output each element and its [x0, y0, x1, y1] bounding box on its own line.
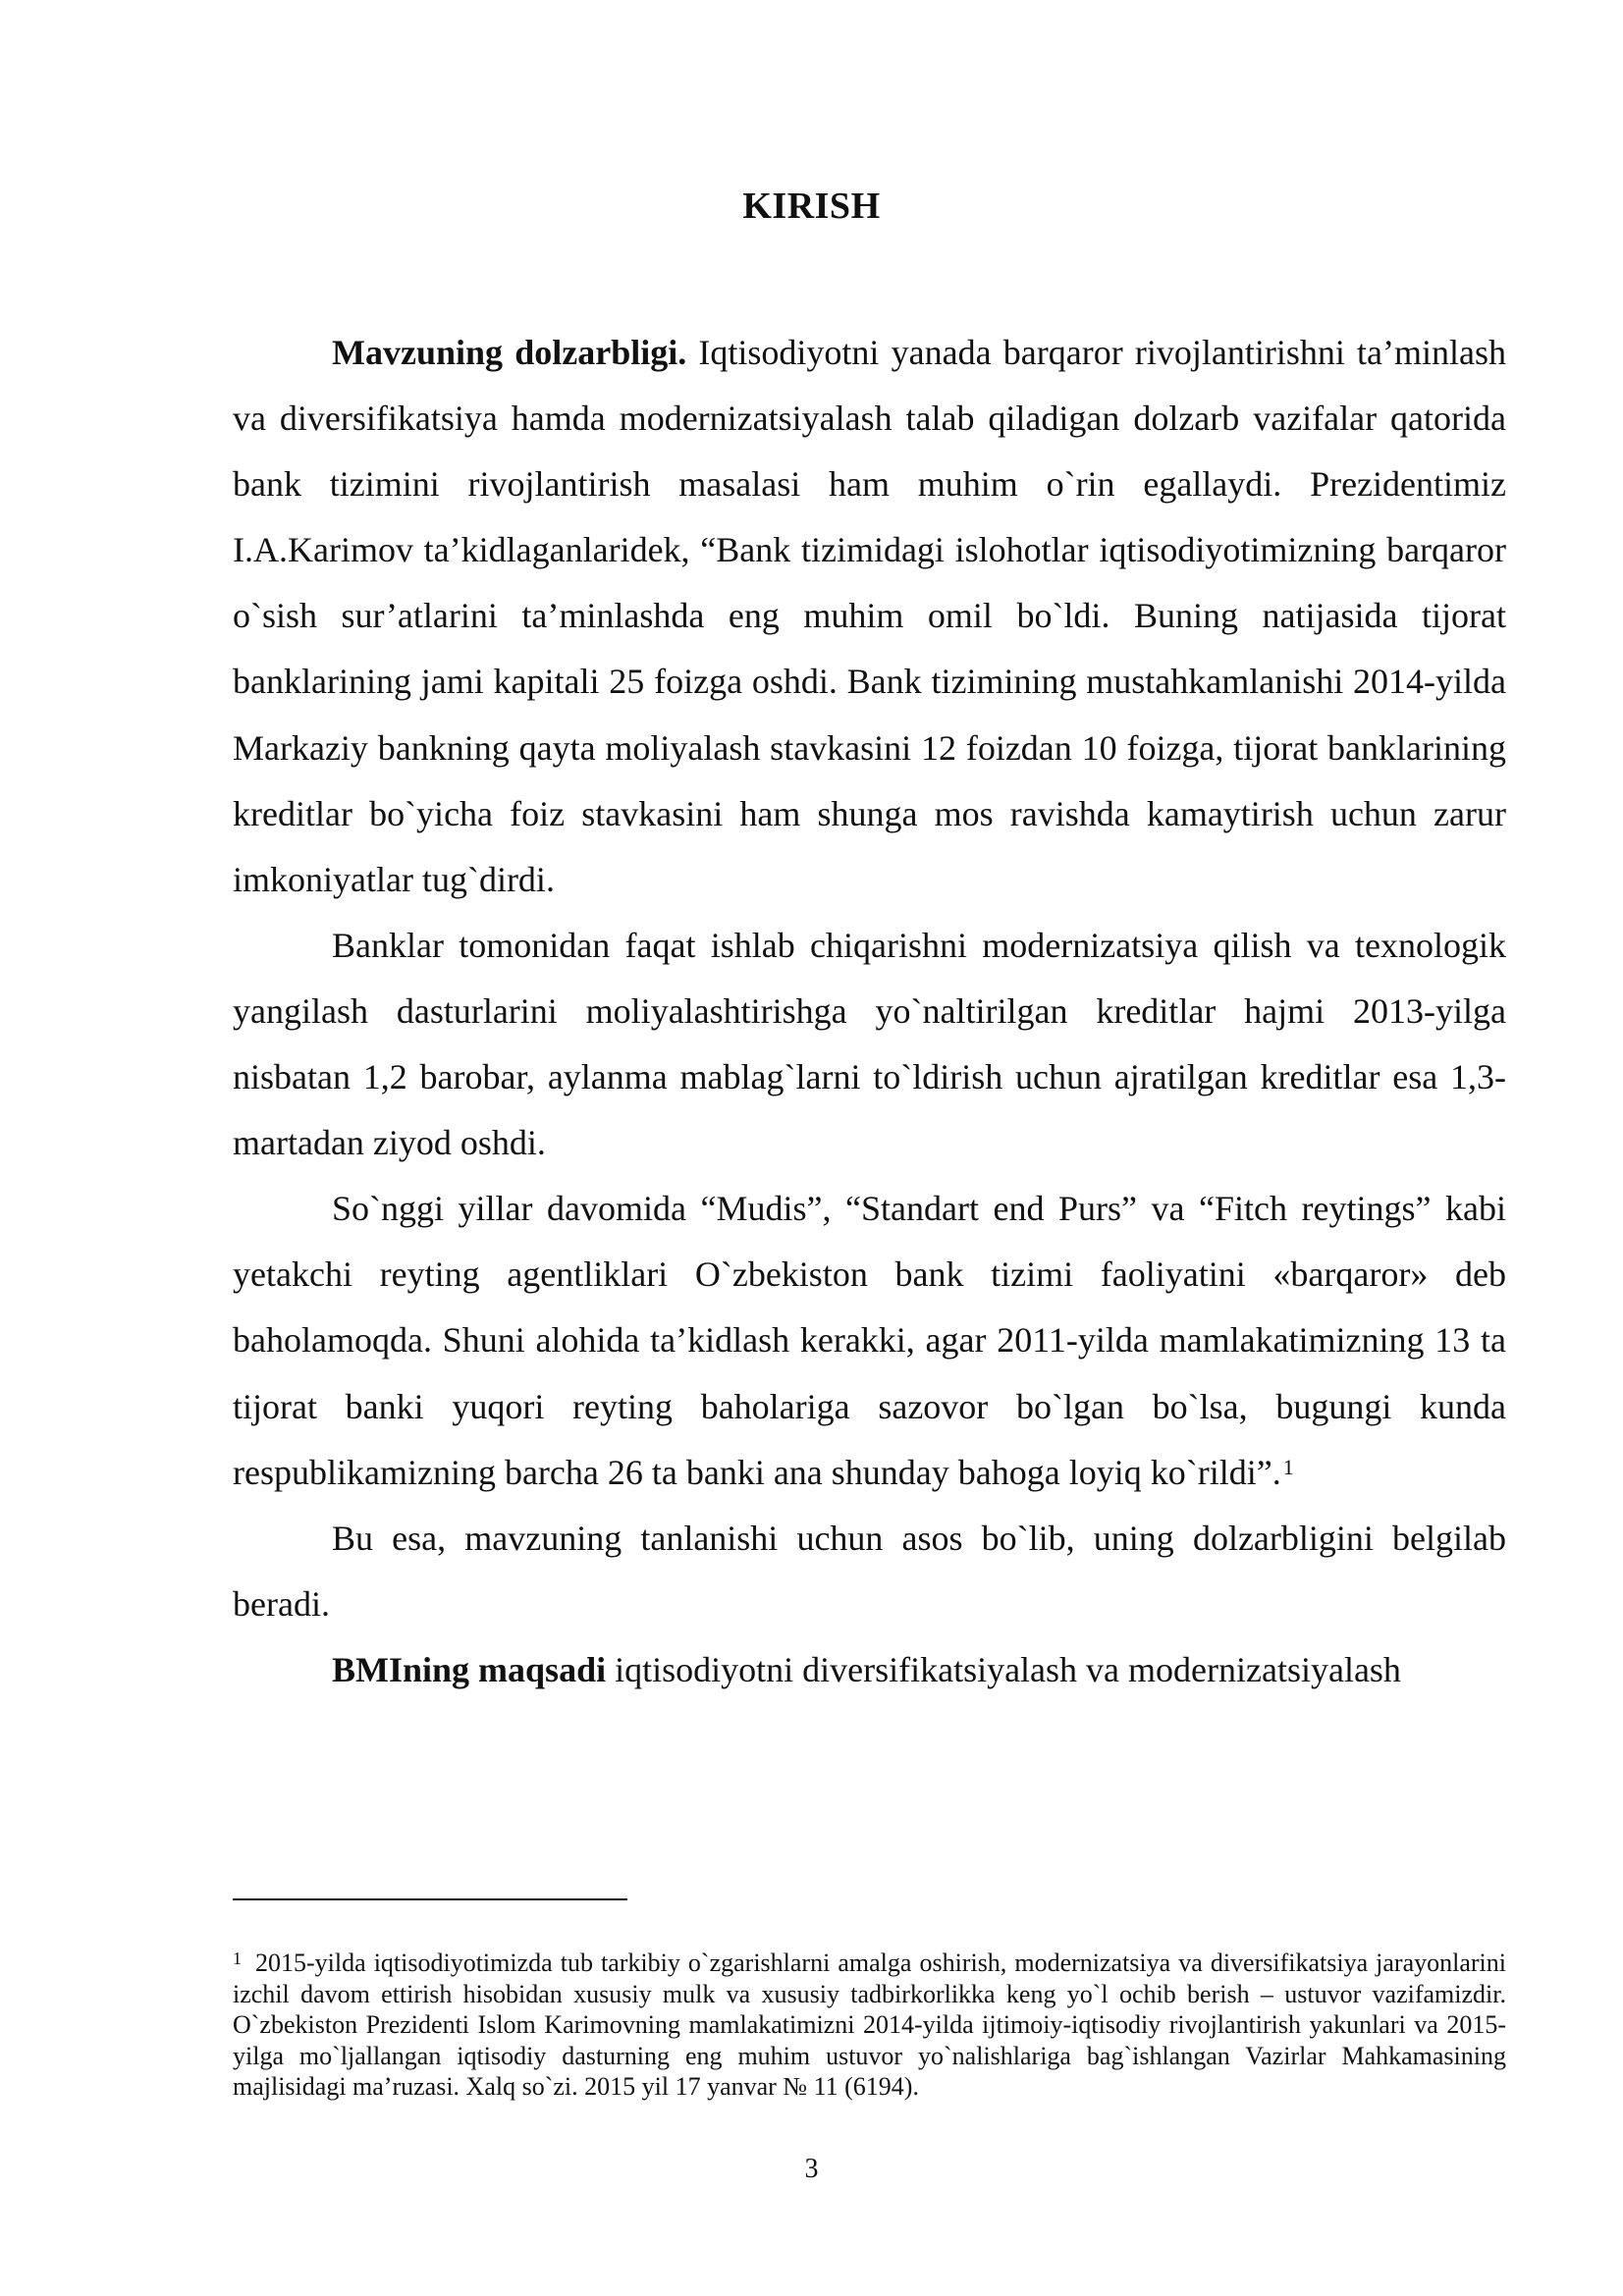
- paragraph-ratings: [233, 1176, 1506, 1505]
- section-heading: KIRISH: [742, 186, 881, 227]
- relevance-text: Iqtisodiyotni yanada barqaror rivojlantirishni ta’minlash va diversifikatsiya hamda modernizatsiyalash talab qiladigan dolzarb vazifalar qatorida bank tizimini rivojlantirish masalasi ham muhim o`rin egallaydi. Prezidentimiz I.A.Karimov ta’kidlaganlaridek, “Bank tizimidagi islohotlar iqtisodiyotimizning barqaror o`sish sur’atlarini ta’minlashda eng muhim omil bo`ldi. Buning natijasida tijorat banklarining jami kapitali 25 foizga oshdi. Bank tizimining mustahkamlanishi 2014-yilda Markaziy bankning qayta moliyalash stavkasini 12 foizdan 10 foizga, tijorat banklarining kreditlar bo`yicha foiz stavkasini ham shunga mos ravishda kamaytirish uchun zarur imkoniyatlar tug`dirdi.: [233, 333, 1507, 899]
- paragraph-relevance: [233, 320, 1506, 913]
- footnote-mark: 1: [233, 1949, 242, 1968]
- body-text: [233, 320, 1506, 1703]
- page-number: 3: [804, 2154, 819, 2184]
- footnote: [233, 1948, 1506, 2103]
- goal-lead: BMIning maqsadi: [332, 1649, 607, 1689]
- goal-text: iqtisodiyotni diversifikatsiyalash va modernizatsiyalash: [606, 1649, 1401, 1689]
- paragraph-conclusion: Bu esa, mavzuning tanlanishi uchun asos bo`lib, uning dolzarbligini belgilab beradi.: [233, 1518, 1506, 1624]
- paragraph-goal: [233, 1637, 1506, 1703]
- footnote-paragraph: [233, 1948, 1506, 2103]
- footnote-reference[interactable]: 1: [1282, 1454, 1294, 1479]
- relevance-lead: Mavzuning dolzarbligi.: [332, 333, 687, 372]
- footnote-text: 2015-yilda iqtisodiyotimizda tub tarkibiy o`zgarishlarni amalga oshirish, modernizatsiya va diversifikatsiya jarayonlarini izchil davom ettirish hisobidan xususiy mulk va xususiy tadbirkorlikka keng yo`l ochib berish – ustuvor vazifamizdir. O`zbekiston Prezidenti Islom Karimovning mamlakatimizni 2014-yilda ijtimoiy-iqtisodiy rivojlantirish yakunlari va 2015-yilga mo`ljallangan iqtisodiy dasturning eng muhim ustuvor yo`nalishlariga bag`ishlangan Vazirlar Mahkamasining majlisidagi ma’ruzasi. Xalq so`zi. 2015 yil 17 yanvar № 11 (6194).: [233, 1949, 1506, 2101]
- paragraph-credits: Banklar tomonidan faqat ishlab chiqarishni modernizatsiya qilish va texnologik yangilash dasturlarini moliyalashtirishga yo`naltirilgan kreditlar hajmi 2013-yilga nisbatan 1,2 barobar, aylanma mablag`larni to`ldirish uchun ajratilgan kreditlar esa 1,3-martadan ziyod oshdi.: [233, 925, 1506, 1163]
- ratings-text: So`nggi yillar davomida “Mudis”, “Standart end Purs” va “Fitch reytings” kabi yetakchi reyting agentliklari O`zbekiston bank tizimi faoliyatini «barqaror» deb baholamoqda. Shuni alohida ta’kidlash kerakki, agar 2011-yilda mamlakatimizning 13 ta tijorat banki yuqori reyting baholariga sazovor bo`lgan bo`lsa, bugungi kunda respublikamizning barcha 26 ta banki ana shunday bahoga loyiq ko`rildi”.: [233, 1189, 1506, 1492]
- footnote-divider: [233, 1898, 627, 1900]
